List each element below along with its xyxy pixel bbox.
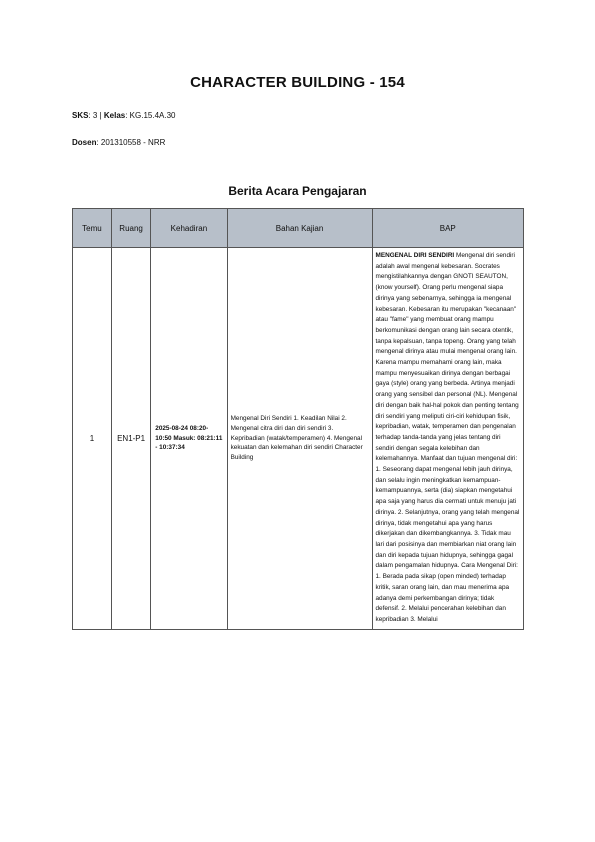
sks-label: SKS [72,111,89,120]
header-kehadiran: Kehadiran [151,209,227,248]
cell-kehadiran: 2025-08-24 08:20-10:50 Masuk: 08:21:11 - 10:37:34 [151,248,227,630]
bap-lead-text: MENGENAL DIRI SENDIRI [375,252,455,259]
cell-temu: 1 [73,248,112,630]
sks-kelas-line [72,111,176,120]
table-header-row [73,209,524,248]
bap-table [72,208,524,630]
kelas-label: Kelas [103,111,126,120]
table-row [73,248,524,630]
header-bahan-kajian: Bahan Kajian [227,209,372,248]
header-temu: Temu [73,209,112,248]
cell-ruang: EN1-P1 [111,248,150,630]
header-bap: BAP [372,209,524,248]
dosen-label: Dosen [72,138,97,147]
sks-value: : 3 | [88,111,104,120]
dosen-value: : 201310558 - NRR [96,138,166,147]
document-title: CHARACTER BUILDING - 154 [190,74,405,91]
cell-bahan-kajian: Mengenal Diri Sendiri 1. Keadilan Nilai 2. Mengenal citra diri dan diri sendiri 3. Kepribadian (watak/temperamen) 4. Mengenal kekuatan dan kelemahan diri sendiri Character Building [227,248,372,630]
dosen-line [72,138,165,147]
section-title: Berita Acara Pengajaran [228,184,367,198]
kelas-value: : KG.15.4A.30 [125,111,176,120]
bap-body-text: Mengenal diri sendiri adalah awal mengenal kebesaran. Socrates mengistilahkannya dengan GNOTI SEAUTON, (know yourself). Orang perlu mengenal siapa dirinya yang sebenarnya, sehingga ia mengenal kebesaran. Kebesaran itu merupakan "kecanaan" atau "fame" yang membuat orang mampu berkomunikasi dengan orang lain secara otentik, tanpa kepalsuan, tanpa topeng. Orang yang telah mengenal dirinya atau mulai mengenal orang lain. Karena mampu memahami orang lain, maka mampu menyesuaikan dirinya dengan berbagai gaya (style) orang yang berbeda. Artinya menjadi orang yang sensibel dan personal (NL). Mengenal diri dengan baik hal-hal pokok dan penting tentang diri sendiri yang meliputi ciri-ciri kehidupan fisik, kepribadian, watak, temperamen dan pengenalan terhadap tanda-tanda yang jelas tentang diri sendiri dengan segala kelebihan dan kelemahannya. Manfaat dan tujuan mengenal diri: 1. Seseorang dapat mengenal lebih jauh dirinya, dan selalu ingin meningkatkan kemampuan-kemampuannya, serta (dia) siapkan mengetahui apa saja yang harus dia cermati untuk menuju jati dirinya. 2. Selanjutnya, orang yang telah mengenal dirinya, tidak mengetahui apa yang harus dikerjakan dan dikembangkannya. 3. Tidak mau lari dari posisinya dan membiarkan niat orang lain dan diri kepada tujuan hidupnya, sehingga gagal dalam pengamalan hidupnya. Cara Mengenal Diri: 1. Berada pada sikap (open minded) terhadap kritik, saran orang lain, dan mau menerima apa adanya demi perkembangan dirinya; tidak defensif. 2. Melalui pencerahan kelebihan dan kepribadian 3. Melalui [375,252,520,623]
header-ruang: Ruang [111,209,150,248]
cell-bap [372,248,524,630]
